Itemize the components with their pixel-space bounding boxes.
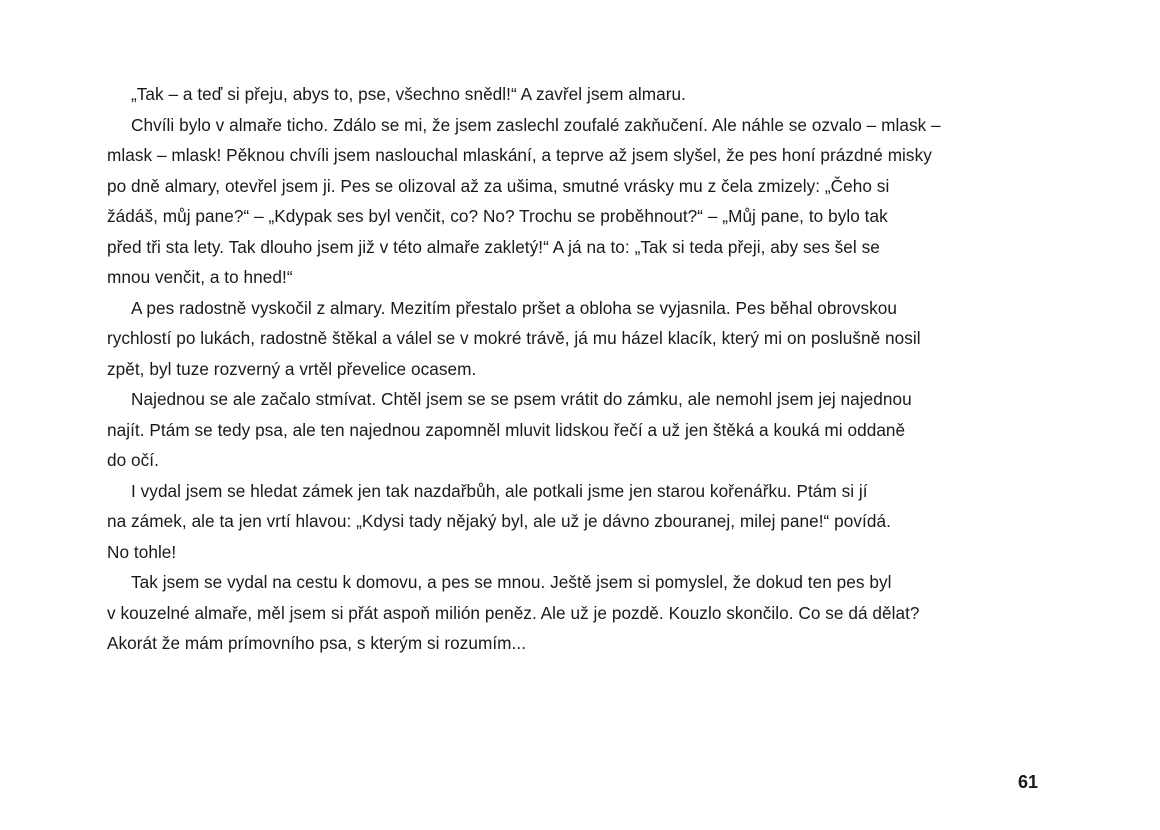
text-line: rychlostí po lukách, radostně štěkal a válel se v mokré trávě, já mu házel klacík, který mi on poslušně nosil	[107, 328, 921, 348]
text-line: I vydal jsem se hledat zámek jen tak nazdařbůh, ale potkali jsme jen starou kořenářku. Ptám si jí	[131, 480, 868, 501]
text-line: Tak jsem se vydal na cestu k domovu, a pes se mnou. Ještě jsem si pomyslel, že dokud ten pes byl	[131, 572, 892, 592]
text-line: zpět, byl tuze rozverný a vrtěl převelice ocasem.	[107, 358, 477, 379]
text-line: mlask – mlask! Pěknou chvíli jsem naslouchal mlaskání, a teprve až jsem slyšel, že pes honí prázdné misky	[107, 145, 932, 165]
text-line: před tři sta lety. Tak dlouho jsem již v této almaře zakletý!“ A já na to: „Tak si teda přeji, aby ses šel se	[107, 236, 880, 257]
text-line: najít. Ptám se tedy psa, ale ten najednou zapomněl mluvit lidskou řečí a už jen štěká a kouká mi oddaně	[107, 419, 906, 440]
page-body-text	[107, 79, 1047, 659]
text-line: Akorát že mám prímovního psa, s kterým si rozumím...	[107, 633, 527, 653]
text-line: do očí.	[107, 450, 159, 470]
text-line: Chvíli bylo v almaře ticho. Zdálo se mi, že jsem zaslechl zoufalé zakňučení. Ale náhle se ozvalo – mlask –	[131, 114, 941, 135]
text-line: po dně almary, otevřel jsem ji. Pes se olizoval až za ušima, smutné vrásky mu z čela zmizely: „Čeho si	[107, 175, 890, 196]
text-line: No tohle!	[107, 541, 177, 562]
text-line: „Tak – a teď si přeju, abys to, pse, všechno snědl!“ A zavřel jsem almaru.	[131, 84, 686, 104]
text-line: Najednou se ale začalo stmívat. Chtěl jsem se se psem vrátit do zámku, ale nemohl jsem jej najednou	[131, 389, 912, 409]
text-line: v kouzelné almaře, měl jsem si přát aspoň milión peněz. Ale už je pozdě. Kouzlo skončilo. Co se dá dělat?	[107, 602, 920, 623]
text-line: žádáš, můj pane?“ – „Kdypak ses byl venčit, co? No? Trochu se proběhnout?“ – „Můj pane, to bylo tak	[107, 206, 888, 226]
page-number: 61	[1018, 772, 1039, 792]
text-line: na zámek, ale ta jen vrtí hlavou: „Kdysi tady nějaký byl, ale už je dávno zbouranej, milej pane!“ povídá.	[107, 511, 891, 531]
text-line: mnou venčit, a to hned!“	[107, 267, 293, 287]
text-line: A pes radostně vyskočil z almary. Mezitím přestalo pršet a obloha se vyjasnila. Pes běhal obrovskou	[131, 297, 898, 318]
